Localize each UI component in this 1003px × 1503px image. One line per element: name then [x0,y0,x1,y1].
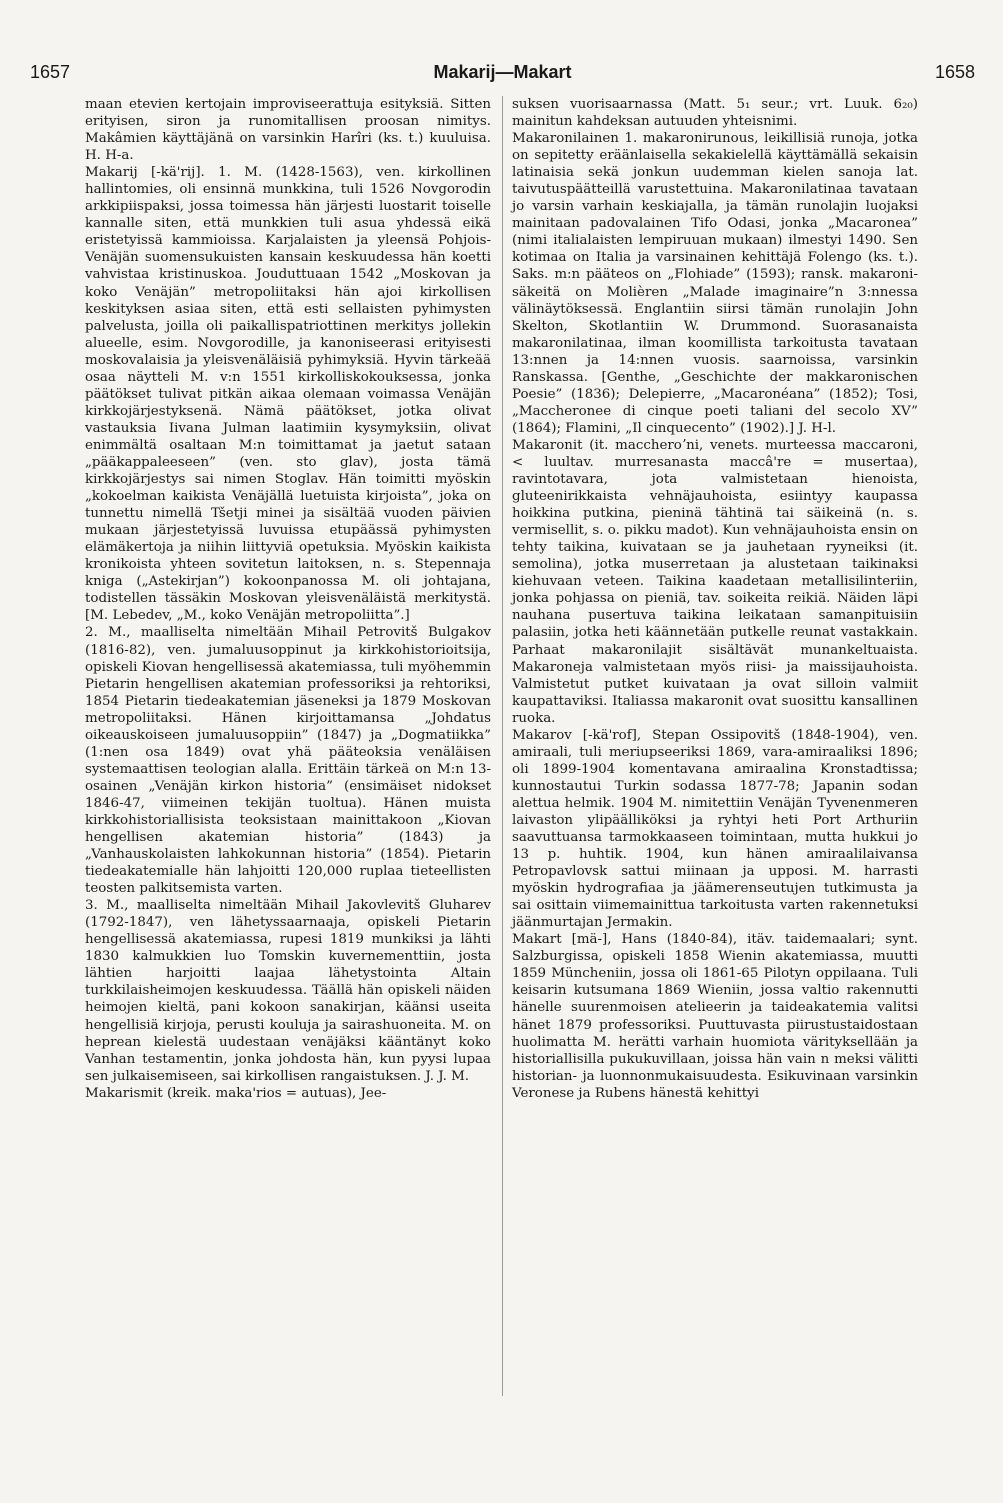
entry-makart: Makart [mä-], Hans (1840-84), itäv. taidemaalari; synt. Salzburgissa, opiskeli 1858 Wienin akatemiassa, muutti 1859 Müncheniin, jossa oli 1861-65 Pilotyn oppilaana. Tuli keisarin kutsumana 1869 Wieniin, jossa valtio rakennutti hänelle suurenmoisen atelieerin ja taideakatemia valitsi hänet 1879 professoriksi. Puuttuvasta piirustustaidostaan huolimatta M. herätti varhain huomiota värityksellään ja historiallisilla pukukuvillaan, joissa hän vain n meksi välitti historian- ja luonnonmukaisuudesta. Esikuvinaan varsinkin Veronese ja Rubens hänestä kehittyi [512,932,918,1101]
page-header [30,62,975,88]
entry-makarismit: Makarismit (kreik. maka'rios = autuas), Jee- [85,1085,387,1101]
page-number-right: 1658 [934,62,975,82]
page-number-left: 1657 [30,62,71,82]
entry-makarij-3: 3. M., maalliselta nimeltään Mihail Jakovlevitš Gluharev (1792-1847), ven lähetyssaarnaaja, opiskeli Pietarin hengellisessä akatemiassa, rupesi 1819 munkiksi ja lähti 1830 kalmukkien luo Tomskin kuvernementtiin, josta lähtien harjoitti laajaa lähetystointa Altain turkkilaisheimojen keskuudessa. Täällä hän opiskeli näiden heimojen kieltä, pani kokoon sanakirjan, käänsi useita hengellisiä kirjoja, perusti kouluja ja sairashuoneita. M. on heprean kielestä uudestaan venäjäksi kääntänyt koko Vanhan testamentin, jonka johdosta hän, kun pyysi lupaa sen julkaisemiseen, sai kirkollisen rangaistuksen. J. J. M. [85,898,491,1084]
entry-makarij: Makarij [-kä'rij]. 1. M. (1428-1563), ven. kirkollinen hallintomies, oli ensinnä munkkina, tuli 1526 Novgorodin arkkipiispaksi, jossa toimessa hän järjesti luostarit toiselle kannalle siten, että munkkien tuli asua yhdessä eikä eristetyissä kammioissa. Karjalaisten ja yleensä Pohjois-Venäjän suomensukuisten kansain keskuudessa hän koetti vahvistaa kristinuskoa. Jouduttuaan 1542 „Moskovan ja koko Venäjän” metropoliitaksi hän ajoi kirkollisen keskityksen asiaa siten, että esti sellaisten pyhimysten palvelusta, joilla oli paikallispatriottinen merkitys jollekin alueelle, esim. Novgorodille, ja kanoniseerasi erityisesti moskovalaisia ja yleisvenäläisiä pyhimyksiä. Hyvin tärkeää osaa näytteli M. v:n 1551 kirkolliskokouksessa, jonka päätökset tulivat pitkän aikaa olemaan voimassa Venäjän kirkkojärjestyksenä. Nämä päätökset, jotka olivat vastauksia Iivana Julman laatimiin kysymyksiin, olivat enimmältä osaltaan M:n toimittamat ja jaetut sataan „pääkappaleeseen” (ven. sto glav), josta tämä kirkkojärjestys sai nimen Stoglav. Hän toimitti myöskin „kokoelman kaikista Venäjällä luetuista kirjoista”, joka on tunnettu nimellä Tšetji minei ja sisältää vuoden päivien mukaan järjestetyissä luvuissa etupäässä pyhimysten elämäkertoja ja niihin liittyviä opetuksia. Myöskin kaikista kronikoista yhteen sovitetun laitoksen, n. s. Stepennaja kniga („Astekirjan”) kokoonpanossa M. oli johtajana, todistellen tässäkin Moskovan yleisvenäläistä merkitystä. [M. Lebedev, „M., koko Venäjän metropoliitta”.] [85,165,491,624]
entry-makarij-2: 2. M., maalliselta nimeltään Mihail Petrovitš Bulgakov (1816-82), ven. jumaluusoppinut ja kirkkohistorioitsija, opiskeli Kiovan hengellisessä akatemiassa, tuli myöhemmin Pietarin hengellisen akatemian professoriksi ja rehtoriksi, 1854 Pietarin tiedeakatemian jäseneksi ja 1879 Moskovan metropoliitaksi. Hänen kirjoittamansa „Johdatus oikeauskoiseen jumaluusoppiin” (1847) ja „Dogmatiikka” (1:nen osa 1849) ovat yhä pääteoksia venäläisen systemaattisen teologian alalla. Erittäin tärkeä on M:n 13-osainen „Venäjän kirkon historia” (ensimäiset nidokset 1846-47, viimeinen tekijän tuoltua). Hänen muista kirkkohistoriallisista teoksistaan mainittakoon „Kiovan hengellisen akatemian historia” (1843) ja „Vanhauskolaisten lahkokunnan historia” (1854). Pietarin tiedeakatemialle hän lahjoitti 120,000 ruplaa tieteellisten teosten palkitsemista varten. [85,625,491,897]
right-column [512,96,918,1102]
entry-makaronit: Makaronit (it. maccheroʼni, venets. murteessa maccaroni, < luultav. murresanasta maccâ're = musertaa), ravintotavara, jota valmistetaan hienoista, gluteenirikkaista vehnäjauhoista, esiintyy kaupassa hoikkina putkina, pieninä tähtinä tai säikeinä (n. s. vermisellit, s. o. pikku madot). Kun vehnäjauhoista ensin on tehty taikina, kuivataan se ja jauhetaan ryyneiksi (it. semolina), jotka muserretaan ja alustetaan taikinaksi kiehuvaan veteen. Taikina kaadetaan metallisilinteriin, jonka pohjassa on pieniä, tav. soikeita reikiä. Näiden läpi nauhana pusertuva taikina leikataan samanpituisiin palasiin, jotka heti käännetään putkelle reunat vastakkain. Parhaat makaronilajit sisältävät munankeltuaista. Makaroneja valmistetaan myös riisi- ja maissijauhoista. Valmistetut putket kuivataan ja ovat silloin valmiit kaupattaviksi. Italiassa makaronit ovat suosittu kansallinen ruoka. [512,437,918,726]
column-divider [502,96,503,1396]
paragraph: maan etevien kertojain improviseerattuja esityksiä. Sitten erityisen, siron ja runomitallisen proosan nimitys. Makâmien käyttäjänä on varsinkin Harîri (ks. t.) kuuluisa. H. H-a. [85,97,491,164]
running-title: Makarij—Makart [433,62,572,82]
left-column [85,96,491,1102]
entry-makarov: Makarov [-kä'rof], Stepan Ossipovitš (1848-1904), ven. amiraali, tuli meriupseeriksi 1869, vara-amiraaliksi 1896; oli 1899-1904 komentavana amiraalina Kronstadtissa; kunnostautui Turkin sodassa 1877-78; Japanin sodan alettua helmik. 1904 M. nimitettiin Venäjän Tyvenenmeren laivaston ylipäälliköksi ja ryhtyi heti Port Arthuriin saavuttuansa tarmokkaaseen toimintaan, mutta hukkui jo 13 p. huhtik. 1904, kun hänen amiraalilaivansa Petropavlovsk sattui miinaan ja upposi. M. harrasti myöskin hydrografiaa ja jäämerenseutujen tutkimusta ja sai osittain viimemainittua tarkoitusta varten rakennetuksi jäänmurtajan Jermakin. [512,727,918,931]
entry-makaronilainen: Makaronilainen 1. makaronirunous, leikillisiä runoja, jotka on sepitetty eräänlaisella sekakielellä käyttämällä sekaisin latinaisia sekä jonkun uudemman kielen sanoja lat. taivutuspäätteillä varustettuina. Makaronilatinaa tavataan jo varsin varhain keskiajalla, ja tämän runolajin luojaksi mainitaan padovalainen Tifo Odasi, jonka „Macaronea” (nimi italialaisten lempiruuan mukaan) ilmestyi 1490. Sen kotimaa on Italia ja varsinainen kehittäjä Folengo (ks. t.). Saks. m:n pääteos on „Flohiade” (1593); ransk. makaroni-säkeitä on Molièren „Malade imaginaire”n 3:nnessa välinäytöksessä. Englantiin siirsi tämän runolajin John Skelton, Skotlantiin W. Drummond. Suorasanaista makaronilatinaa, ilman koomillista tarkoitusta tavataan 13:nnen ja 14:nnen vuosis. saarnoissa, varsinkin Ranskassa. [Genthe, „Geschichte der makkaronischen Poesie” (1836); Delepierre, „Macaronéana” (1852); Tosi, „Maccheronee di cinque poeti taliani del secolo XV” (1864); Flamini, „Il cinquecento” (1902).] J. H-l. [512,131,918,436]
paragraph: suksen vuorisaarnassa (Matt. 5₁ seur.; vrt. Luuk. 6₂₀) mainitun kahdeksan autuuden yhteisnimi. [512,97,918,130]
